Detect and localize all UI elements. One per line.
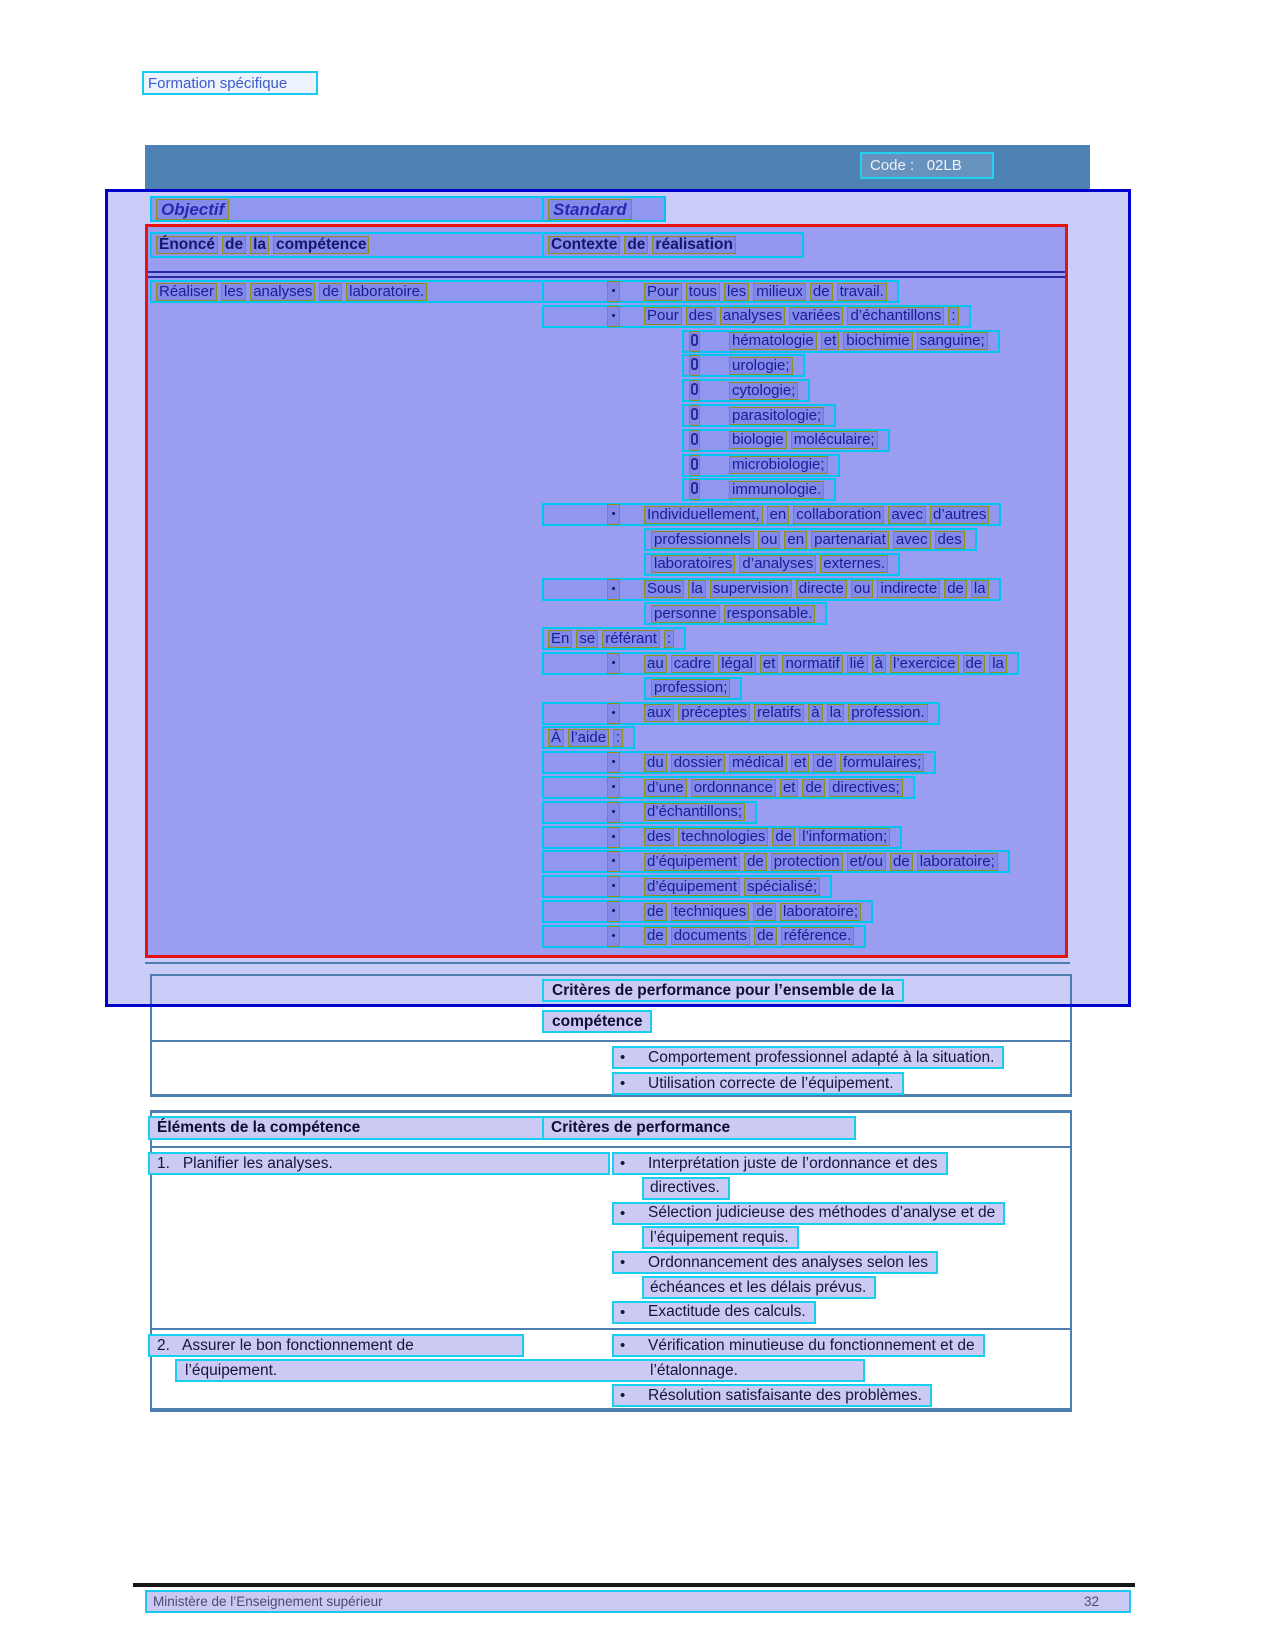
word-box: variées	[789, 307, 843, 325]
word-box: lié	[847, 655, 868, 673]
word-box: la	[971, 580, 989, 598]
word-box: de	[802, 779, 825, 797]
standard-heading: Standard	[548, 199, 632, 220]
word-box: biochimie	[843, 332, 912, 350]
word-box: en	[767, 506, 790, 524]
word-box: au	[644, 655, 667, 673]
context-line	[682, 454, 840, 477]
square-bullet-icon	[689, 430, 700, 451]
word-box: spécialisé;	[744, 878, 820, 896]
context-line	[682, 354, 805, 377]
context-line	[682, 404, 836, 427]
code-badge	[860, 152, 994, 179]
word-box: ou	[758, 531, 781, 549]
word-box: de	[772, 828, 795, 846]
table3-row-divider	[150, 1328, 1072, 1330]
element-text: 1. Planifier les analyses.	[157, 1154, 333, 1172]
bullet-icon: •	[620, 1155, 626, 1172]
word-box: avec	[893, 531, 931, 549]
word-box: en	[784, 531, 807, 549]
criteria-text: Utilisation correcte de l’équipement.	[648, 1074, 894, 1092]
word-box: d’équipement	[644, 853, 740, 871]
criteria-text: Comportement professionnel adapté à la situation.	[648, 1048, 995, 1066]
criteria-line	[612, 1152, 948, 1175]
table2-header-line1-text: Critères de performance pour l’ensemble de la	[552, 981, 894, 999]
criteria-text: directives.	[650, 1179, 720, 1197]
word-box: Contexte	[548, 236, 620, 254]
word-box: cadre	[671, 655, 715, 673]
word-box: laboratoire.	[346, 283, 427, 301]
word-box: analyses	[720, 307, 785, 325]
context-line	[542, 305, 971, 328]
word-box: directe	[796, 580, 847, 598]
word-box: ou	[851, 580, 874, 598]
word-box: externes.	[820, 555, 888, 573]
word-box: dossier	[671, 754, 725, 772]
word-box: d’une	[644, 779, 687, 797]
word-box: Pour	[644, 307, 682, 325]
word-box: d’échantillons	[847, 307, 944, 325]
criteria-text: Interprétation juste de l’ordonnance et des	[648, 1154, 938, 1172]
footer-ministry-text: Ministère de l’Enseignement supérieur	[153, 1594, 383, 1609]
word-box: microbiologie;	[729, 456, 828, 474]
word-box: laboratoire;	[780, 903, 861, 921]
table2-header-line2	[542, 1010, 652, 1033]
word-box: et	[760, 655, 779, 673]
table2-bottom-border	[150, 1094, 1072, 1097]
square-bullet-icon	[689, 355, 700, 376]
word-box: de	[744, 853, 767, 871]
footer-page-number: 32	[1083, 1594, 1099, 1609]
word-box: et	[780, 779, 799, 797]
word-box: supervision	[710, 580, 792, 598]
word-box: de	[644, 903, 667, 921]
context-line	[542, 578, 1001, 601]
criteria-line	[612, 1202, 1005, 1225]
overall-criteria-line	[612, 1046, 1004, 1069]
word-box: légal	[718, 655, 756, 673]
context-line	[542, 627, 686, 650]
word-box: de	[753, 903, 776, 921]
element-text: 2. Assurer le bon fonctionnement de	[157, 1336, 414, 1354]
word-box: référant	[602, 630, 660, 648]
word-box: profession;	[651, 679, 730, 697]
context-line	[682, 330, 1000, 353]
word-box: urologie;	[729, 357, 793, 375]
square-bullet-icon	[689, 479, 700, 500]
word-box: la	[688, 580, 706, 598]
word-box: et	[791, 754, 810, 772]
word-box: à	[808, 704, 822, 722]
word-box: de	[813, 754, 836, 772]
element-text: l’équipement.	[185, 1361, 278, 1379]
bullet-icon: •	[620, 1049, 626, 1066]
square-bullet-icon	[689, 455, 700, 476]
context-line	[644, 528, 977, 551]
criteria-text: Vérification minutieuse du fonctionnement et de	[648, 1336, 975, 1354]
context-line	[644, 602, 827, 625]
objectif-heading: Objectif	[156, 199, 229, 220]
footer-bar	[145, 1590, 1131, 1613]
context-line	[542, 280, 899, 303]
table3-right-border	[1070, 1110, 1072, 1412]
page-header-label	[142, 71, 318, 95]
bullet-icon: •	[607, 504, 620, 525]
word-box: :	[613, 729, 623, 747]
bullet-icon: •	[607, 703, 620, 724]
table1-header-divider-bottom	[148, 276, 1065, 278]
word-box: ordonnance	[691, 779, 776, 797]
context-line	[682, 478, 836, 501]
table3-col2-header	[542, 1116, 856, 1140]
word-box: parasitologie;	[729, 407, 824, 425]
competence-statement-box	[150, 280, 562, 303]
word-box: du	[644, 754, 667, 772]
word-box: :	[948, 307, 958, 325]
word-box: personne	[651, 605, 720, 623]
criteria-line	[612, 1301, 816, 1324]
bullet-icon: •	[620, 1254, 626, 1272]
bullet-icon: •	[607, 281, 620, 302]
table2-header-divider	[150, 1040, 1072, 1042]
word-box: référence.	[781, 927, 855, 945]
word-box: cytologie;	[729, 382, 798, 400]
context-line	[542, 925, 866, 948]
word-box: Énoncé	[156, 236, 218, 254]
context-line	[542, 702, 940, 725]
bullet-icon: •	[607, 752, 620, 773]
word-box: l’information;	[799, 828, 890, 846]
word-box: documents	[671, 927, 750, 945]
word-box: sanguine;	[917, 332, 988, 350]
word-box: de	[754, 927, 777, 945]
word-box: d’autres	[930, 506, 989, 524]
table3-col1-header	[148, 1116, 552, 1140]
context-line	[542, 751, 936, 774]
bullet-icon: •	[607, 926, 620, 947]
bullet-icon: •	[607, 876, 620, 897]
word-box: directives;	[829, 779, 903, 797]
table1-bottom-rule	[145, 962, 1070, 964]
context-line	[682, 379, 810, 402]
square-bullet-icon	[689, 331, 700, 352]
word-box: formulaires;	[840, 754, 924, 772]
word-box: En	[548, 630, 572, 648]
criteria-line-continuation	[642, 1276, 876, 1299]
word-box: l’exercice	[890, 655, 959, 673]
criteria-text: Résolution satisfaisante des problèmes.	[648, 1386, 922, 1404]
word-box: milieux	[753, 283, 806, 301]
word-box: immunologie.	[729, 481, 824, 499]
word-box: professionnels	[651, 531, 754, 549]
formation-specifique-text: Formation spécifique	[148, 74, 288, 92]
word-box: partenariat	[811, 531, 889, 549]
table3-header-divider	[150, 1146, 1072, 1148]
table2-header-line1	[542, 979, 904, 1002]
bullet-icon: •	[607, 901, 620, 922]
word-box: laboratoire;	[917, 853, 998, 871]
criteria-line	[612, 1334, 985, 1357]
word-box: avec	[888, 506, 926, 524]
word-box: et/ou	[847, 853, 886, 871]
word-box: la	[250, 236, 269, 254]
word-box: des	[644, 828, 674, 846]
word-box: de	[963, 655, 986, 673]
context-line	[542, 776, 915, 799]
criteria-line	[612, 1384, 932, 1407]
word-box: la	[989, 655, 1007, 673]
square-bullet-icon	[689, 405, 700, 426]
table2-right-border	[1070, 974, 1072, 1097]
word-box: d’analyses	[739, 555, 816, 573]
bullet-icon: •	[620, 1387, 626, 1404]
table1-col1-header	[150, 232, 562, 258]
bullet-icon: •	[607, 827, 620, 848]
criteria-text: Exactitude des calculs.	[648, 1303, 806, 1321]
criteria-line	[612, 1251, 938, 1274]
criteria-text: l’étalonnage.	[650, 1361, 738, 1379]
word-box: préceptes	[678, 704, 750, 722]
word-box: aux	[644, 704, 674, 722]
context-line	[682, 429, 890, 452]
element-line	[148, 1334, 524, 1357]
table2-top-border	[150, 974, 1072, 976]
word-box: des	[935, 531, 965, 549]
standard-heading-box	[542, 196, 666, 222]
word-box: de	[944, 580, 967, 598]
word-box: compétence	[273, 236, 369, 254]
word-box: et	[821, 332, 840, 350]
context-line	[542, 503, 1001, 526]
table3-top-border	[150, 1110, 1072, 1113]
table2-left-border	[150, 974, 152, 1097]
word-box: relatifs	[754, 704, 804, 722]
table3-col2-header-text: Critères de performance	[551, 1119, 731, 1136]
bullet-icon: •	[620, 1337, 626, 1354]
bullet-icon: •	[607, 777, 620, 798]
criteria-line-continuation	[642, 1177, 730, 1200]
footer-rule	[133, 1583, 1135, 1587]
bullet-icon: •	[620, 1303, 626, 1321]
word-box: responsable.	[724, 605, 816, 623]
code-text: Code : 02LB	[870, 157, 962, 174]
table2-header-line2-text: compétence	[552, 1012, 643, 1030]
word-box: collaboration	[793, 506, 884, 524]
word-box: des	[686, 307, 716, 325]
context-line	[542, 850, 1010, 873]
word-box: de	[810, 283, 833, 301]
word-box: Sous	[644, 580, 684, 598]
word-box: réalisation	[652, 236, 736, 254]
word-box: médical	[729, 754, 787, 772]
table3-bottom-border	[150, 1408, 1072, 1412]
context-line	[542, 801, 757, 824]
word-box: laboratoires	[651, 555, 735, 573]
word-box: à	[872, 655, 886, 673]
word-box: indirecte	[877, 580, 940, 598]
word-box: tous	[686, 283, 720, 301]
word-box: l’aide	[568, 729, 609, 747]
context-line	[644, 677, 742, 700]
word-box: Individuellement,	[644, 506, 763, 524]
bullet-icon: •	[607, 579, 620, 600]
bullet-icon: •	[607, 802, 620, 823]
word-box: les	[221, 283, 246, 301]
context-line	[542, 875, 832, 898]
overall-criteria-line	[612, 1072, 904, 1095]
bullet-icon: •	[620, 1075, 626, 1092]
word-box: analyses	[250, 283, 315, 301]
word-box: Réaliser	[156, 283, 217, 301]
word-box: d’équipement	[644, 878, 740, 896]
bullet-icon: •	[607, 306, 620, 327]
bullet-icon: •	[607, 851, 620, 872]
context-line	[542, 900, 873, 923]
word-box: les	[724, 283, 749, 301]
word-box: la	[827, 704, 845, 722]
criteria-text: l’équipement requis.	[650, 1228, 789, 1246]
word-box: de	[624, 236, 648, 254]
word-box: d’échantillons;	[644, 803, 745, 821]
bullet-icon: •	[620, 1204, 626, 1222]
word-box: :	[664, 630, 674, 648]
word-box: Pour	[644, 283, 682, 301]
word-box: de	[319, 283, 342, 301]
bullet-icon: •	[607, 653, 620, 674]
word-box: hématologie	[729, 332, 817, 350]
word-box: de	[644, 927, 667, 945]
word-box: de	[890, 853, 913, 871]
word-box: se	[576, 630, 598, 648]
table1-header-divider-top	[148, 271, 1065, 273]
context-line	[644, 553, 900, 576]
merged-line	[175, 1359, 865, 1382]
word-box: moléculaire;	[791, 431, 878, 449]
word-box: À	[548, 729, 564, 747]
criteria-text: échéances et les délais prévus.	[650, 1278, 867, 1296]
context-line	[542, 652, 1019, 675]
word-box: technologies	[678, 828, 768, 846]
word-box: normatif	[782, 655, 842, 673]
square-bullet-icon	[689, 380, 700, 401]
word-box: de	[222, 236, 246, 254]
table1-col2-header	[542, 232, 804, 258]
word-box: travail.	[837, 283, 887, 301]
objectif-heading-box	[150, 196, 562, 222]
context-line	[542, 726, 635, 749]
criteria-text: Ordonnancement des analyses selon les	[648, 1253, 929, 1271]
criteria-line-continuation	[642, 1226, 799, 1249]
criteria-text: Sélection judicieuse des méthodes d’analyse et de	[648, 1204, 996, 1222]
word-box: protection	[771, 853, 843, 871]
word-box: techniques	[671, 903, 750, 921]
element-line	[148, 1152, 610, 1175]
word-box: profession.	[848, 704, 927, 722]
context-line	[542, 826, 902, 849]
table3-col1-header-text: Éléments de la compétence	[157, 1119, 361, 1136]
word-box: biologie	[729, 431, 787, 449]
